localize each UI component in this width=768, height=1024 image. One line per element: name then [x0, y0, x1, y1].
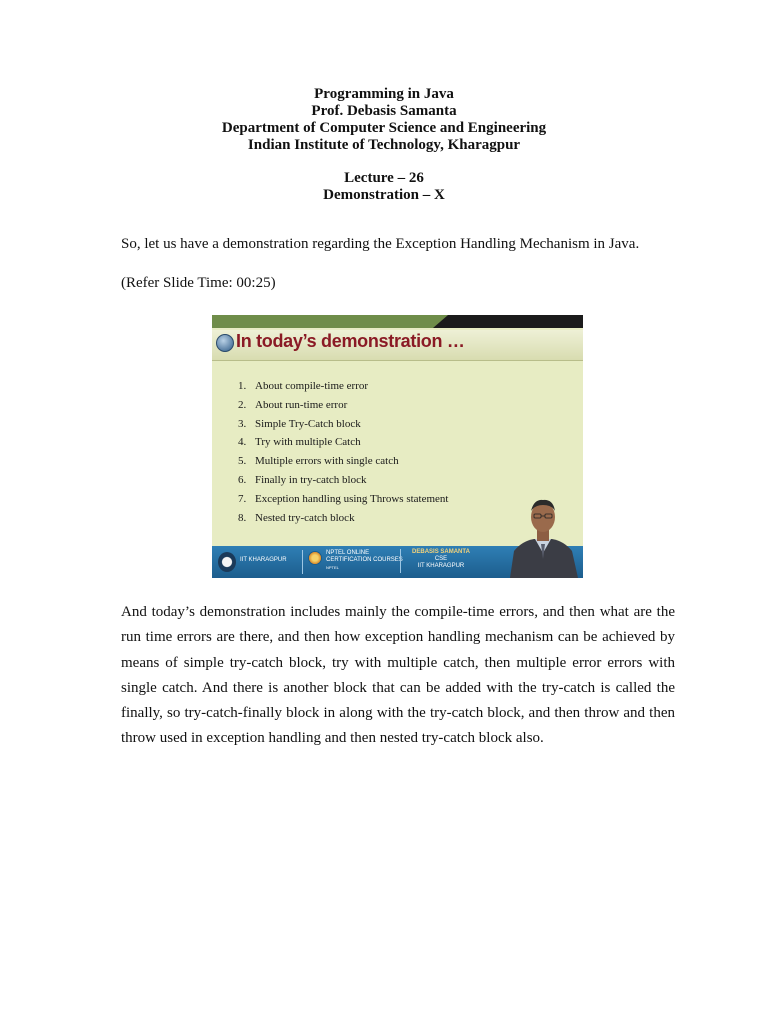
body-paragraph: And today’s demonstration includes mainly the compile-time errors, and then what are the run time errors are there, and then how exception handling mechanism can be achieved by means of simple try-catch block, try with multiple catch, then multiple error errors with single catch. And there is another block that can be added with the try-catch is called the finally, so try-catch-finally block in along with the try-catch block, and then throw and then throw used in exception handling and then nested try-catch block also.	[121, 604, 675, 747]
document-header	[0, 86, 768, 154]
list-item: 6. Finally in try-catch block	[238, 473, 367, 486]
presenter-portrait	[504, 489, 582, 578]
nptel-logo-icon	[308, 551, 322, 565]
slide-top-bar-dark	[433, 315, 583, 328]
globe-icon	[216, 334, 234, 352]
lecture-subtitle: Demonstration – X	[323, 187, 445, 203]
slide-image	[212, 315, 583, 578]
list-item: 4. Try with multiple Catch	[238, 436, 361, 449]
slide-list	[238, 377, 449, 527]
department: Department of Computer Science and Engineering	[221, 120, 547, 136]
professor-name: Prof. Debasis Samanta	[311, 103, 457, 119]
list-item: 8. Nested try-catch block	[238, 511, 355, 524]
course-title: Programming in Java	[314, 86, 454, 102]
list-item: 2. About run-time error	[238, 398, 348, 411]
lecture-number: Lecture – 26	[344, 170, 424, 186]
footer-institute: IIT KHARAGPUR	[240, 557, 287, 563]
list-item: 3. Simple Try-Catch block	[238, 417, 361, 430]
list-item: 7. Exception handling using Throws statement	[238, 492, 449, 505]
list-item: 5. Multiple errors with single catch	[238, 455, 399, 468]
slide-title: In today’s demonstration …	[236, 331, 465, 351]
footer-presenter: DEBASIS SAMANTA CSE IIT KHARAGPUR	[400, 549, 481, 573]
footer-nptel: NPTEL ONLINE CERTIFICATION COURSES NPTEL	[302, 550, 421, 574]
lecture-heading	[0, 170, 768, 204]
list-item: 1. About compile-time error	[238, 380, 369, 392]
institute: Indian Institute of Technology, Kharagpur	[247, 137, 521, 153]
intro-paragraph: So, let us have a demonstration regarding the Exception Handling Mechanism in Java.	[121, 236, 640, 252]
refer-slide-time: (Refer Slide Time: 00:25)	[121, 275, 276, 291]
